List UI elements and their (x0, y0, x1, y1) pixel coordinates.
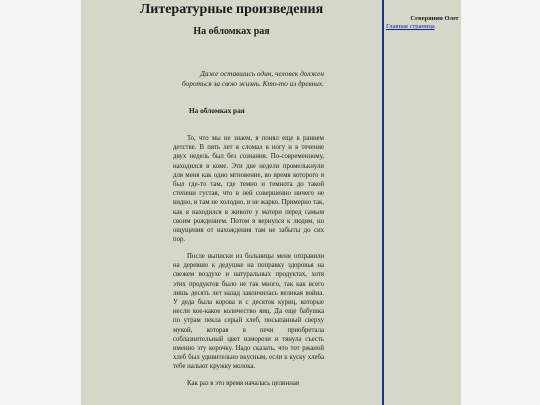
home-page-link[interactable]: Главная страница (386, 23, 435, 30)
sidebar (384, 0, 461, 405)
site-title: Литературные произведения (139, 2, 324, 17)
author-name: Северянин Олег (410, 15, 459, 22)
paragraph: Как раз в это время началась целинная (187, 380, 300, 388)
page-margin-left (0, 0, 81, 405)
story-text (173, 134, 324, 396)
epigraph: Даже оставшись один, человек должен бороться за свою жизнь. Кто-то из древних. (181, 69, 324, 88)
page-margin-right (461, 0, 540, 405)
paragraph: После выписки из больницы меня отправили на деревню к дедушке на поправку здоровья на свежем воздухе и натуральных продуктах, хотя этих продуктов было не так много, так как всего лишь десять лет назад закончилась великая война. У деда была корова и с десяток куриц, которые несли кое-какое количество яиц. Да еще бабушка по утрам пекла серый хлеб, посыпанный сверху мукой, которая в печи приобретала соблазнительный цвет изморози и тянула съесть именно эту корочку. Надо сказать, что тот ржаной хлеб был удивительно вкусным, если к куску хлеба тебе нальют кружку молока. (173, 252, 324, 371)
main-content (81, 0, 382, 405)
paragraph: То, что мы не знаем, я понял еще в раннем детстве. В пять лет я сломал в ногу и в течение двух недель был без сознания. По-современному, находился в коме. Эти две недели промелькнули для меня как одно мгновение, во время которого я был где-то там, где темно и темнота до такой степени густая, что в ней совершенно ничего не видно, и там не холодно, и не жарко. Примерно так, как я находился в животе у матери перед самым своим рождением. Потом я вернулся к людям, но ощущения от нахождения там не забыты до сих пор. (173, 135, 324, 244)
work-title: На обломках рая (193, 26, 270, 37)
section-heading: На обломках рая (189, 106, 245, 115)
